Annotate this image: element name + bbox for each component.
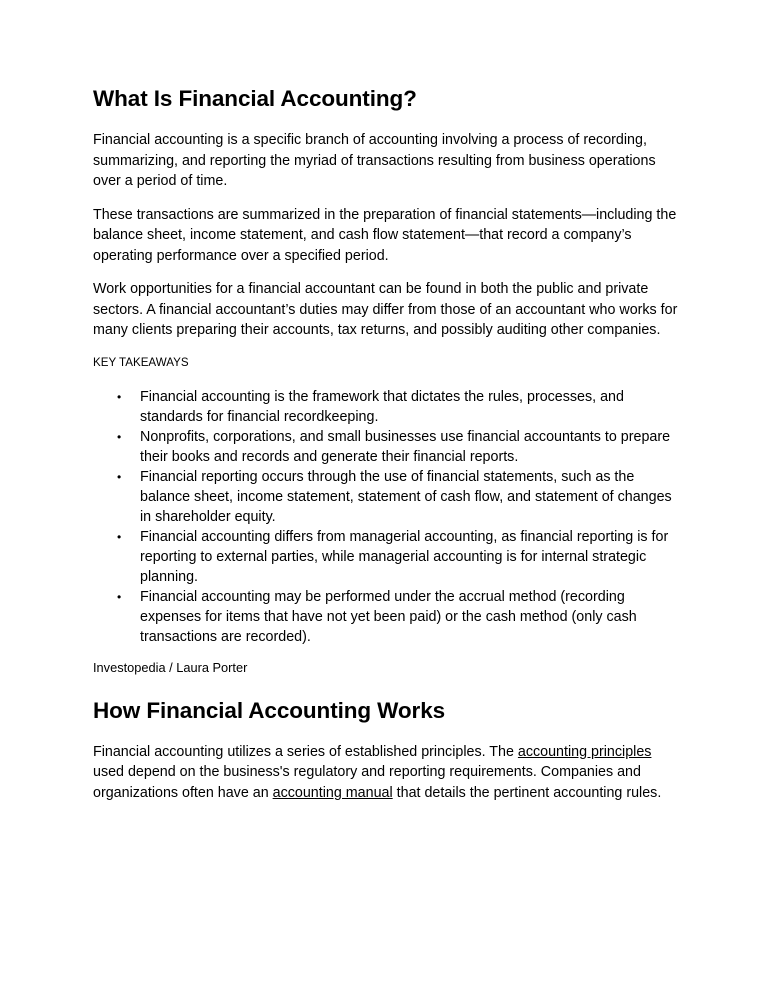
paragraph-text: used depend on the business's regulatory and reporting requirements. Companies and organizations often have an bbox=[93, 764, 641, 801]
bullet-icon: • bbox=[117, 529, 122, 544]
paragraph-text: Financial accounting utilizes a series of established principles. The bbox=[93, 743, 518, 760]
bullet-icon: • bbox=[117, 469, 122, 484]
list-item-text: Financial accounting differs from managerial accounting, as financial reporting is for reporting to external parties, while managerial accounting is for internal strategic planning. bbox=[140, 528, 669, 585]
bullet-icon: • bbox=[117, 589, 122, 604]
section-heading-what-is-financial-accounting: What Is Financial Accounting? bbox=[93, 86, 417, 111]
list-item-text: Financial accounting may be performed under the accrual method (recording expenses for items that have not yet been paid) or the cash method (only cash transactions are recorded). bbox=[140, 588, 637, 645]
key-takeaways-list bbox=[93, 387, 683, 647]
list-item-text: Financial reporting occurs through the use of financial statements, such as the balance sheet, income statement, statement of cash flow, and statement of changes in shareholder equity. bbox=[140, 468, 672, 525]
list-item bbox=[117, 527, 683, 587]
list-item bbox=[117, 387, 683, 427]
list-item bbox=[117, 587, 683, 647]
accounting-manual-link[interactable]: accounting manual bbox=[272, 784, 393, 801]
list-item-text: Financial accounting is the framework that dictates the rules, processes, and standards for financial recordkeeping. bbox=[140, 388, 624, 425]
paragraph-text: that details the pertinent accounting rules. bbox=[392, 784, 662, 801]
paragraph-transactions: These transactions are summarized in the preparation of financial statements—including the balance sheet, income statement, and cash flow statement—that record a company’s operating performance over a specified period. bbox=[93, 206, 677, 264]
article-body bbox=[93, 84, 683, 816]
bullet-icon: • bbox=[117, 389, 122, 404]
paragraph-work-opportunities: Work opportunities for a financial accountant can be found in both the public and private sectors. A financial accountant’s duties may differ from those of an accountant who works for many clients preparing their accounts, tax returns, and possibly auditing other companies. bbox=[93, 281, 678, 338]
image-credit: Investopedia / Laura Porter bbox=[93, 659, 248, 675]
accounting-principles-link[interactable]: accounting principles bbox=[517, 743, 652, 760]
key-takeaways-label: KEY TAKEAWAYS bbox=[93, 355, 189, 369]
paragraph-principles bbox=[93, 742, 683, 804]
bullet-icon: • bbox=[117, 429, 122, 444]
list-item-text: Nonprofits, corporations, and small businesses use financial accountants to prepare their books and records and generate their financial reports. bbox=[140, 428, 671, 465]
paragraph-definition: Financial accounting is a specific branch of accounting involving a process of recording, summarizing, and reporting the myriad of transactions resulting from business operations over a period of time. bbox=[93, 132, 656, 189]
list-item bbox=[117, 427, 683, 467]
list-item bbox=[117, 467, 683, 527]
section-heading-how-financial-accounting-works: How Financial Accounting Works bbox=[93, 697, 446, 723]
